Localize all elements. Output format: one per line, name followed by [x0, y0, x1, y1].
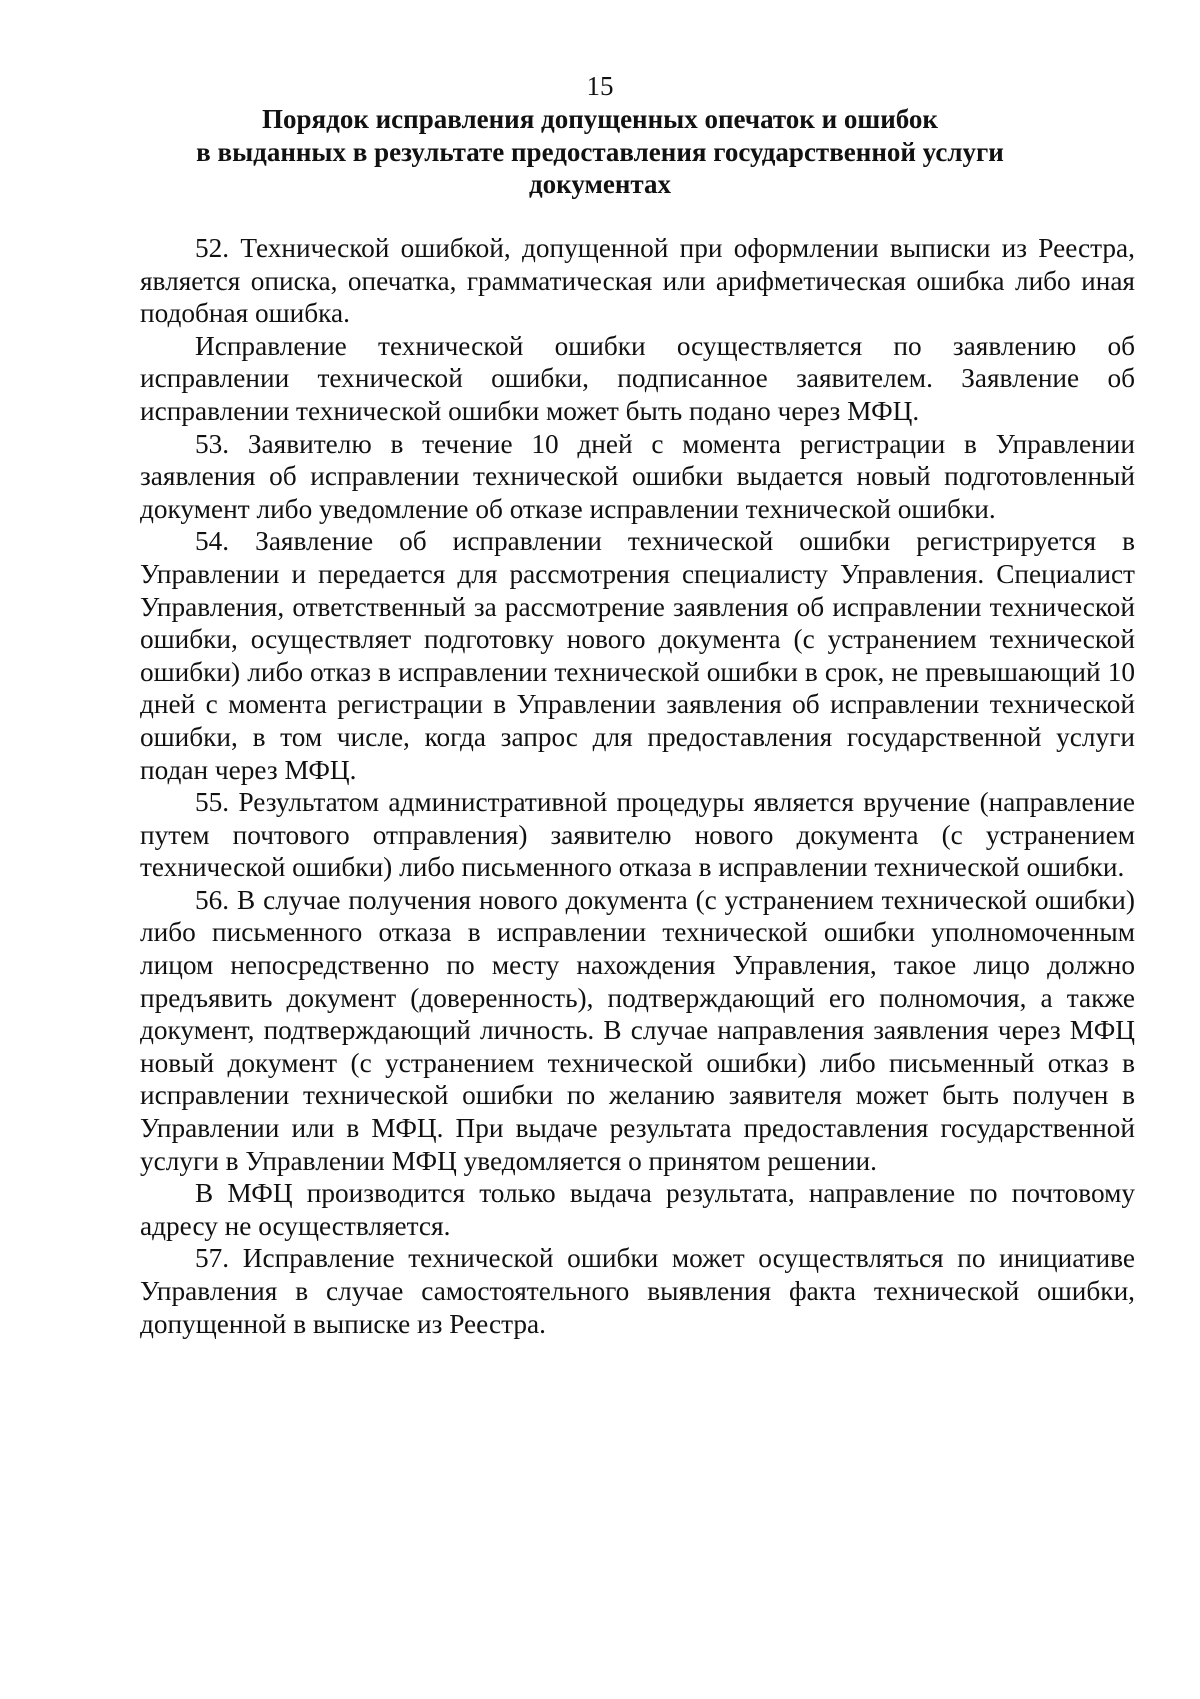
- paragraph-56-mfc: В МФЦ производится только выдача результата, направление по почтовому адресу не осуществляется.: [140, 1178, 1135, 1241]
- paragraph-57: 57. Исправление технической ошибки может осуществляться по инициативе Управления в случае самостоятельного выявления факта технической ошибки, допущенной в выписке из Реестра.: [140, 1243, 1135, 1339]
- paragraph-54: 54. Заявление об исправлении технической ошибки регистрируется в Управлении и передается для рассмотрения специалисту Управления. Специалист Управления, ответственный за рассмотрение заявления об исправлении технической ошибки, осуществляет подготовку нового документа (с устранением технической ошибки) либо отказ в исправлении технической ошибки в срок, не превышающий 10 дней с момента регистрации в Управлении заявления об исправлении технической ошибки, в том числе, когда запрос для предоставления государственной услуги подан через МФЦ.: [140, 526, 1135, 785]
- heading-line-2: в выданных в результате предоставления государственной услуги: [196, 136, 1004, 167]
- paragraph-53: 53. Заявителю в течение 10 дней с момента регистрации в Управлении заявления об исправлении технической ошибки выдается новый подготовленный документ либо уведомление об отказе исправлении технической ошибки.: [140, 428, 1135, 524]
- page-number: 15: [586, 71, 614, 101]
- paragraph-52: 52. Технической ошибкой, допущенной при оформлении выписки из Реестра, является описка, опечатка, грамматическая или арифметическая ошибка либо иная подобная ошибка.: [140, 233, 1135, 329]
- paragraph-55: 55. Результатом административной процедуры является вручение (направление путем почтового отправления) заявителю нового документа (с устранением технической ошибки) либо письменного отказа в исправлении технической ошибки.: [140, 787, 1135, 883]
- heading-line-3: документах: [528, 169, 671, 199]
- section-heading: [140, 103, 1060, 201]
- body-text: [140, 232, 1135, 1340]
- heading-line-1: Порядок исправления допущенных опечаток и ошибок: [262, 104, 938, 134]
- paragraph-52-correction: Исправление технической ошибки осуществляется по заявлению об исправлении технической ошибки, подписанное заявителем. Заявление об исправлении технической ошибки может быть подано через МФЦ.: [140, 330, 1135, 426]
- paragraph-56: 56. В случае получения нового документа (с устранением технической ошибки) либо письменного отказа в исправлении технической ошибки уполномоченным лицом непосредственно по месту нахождения Управления, такое лицо должно предъявить документ (доверенность), подтверждающий его полномочия, а также документ, подтверждающий личность. В случае направления заявления через МФЦ новый документ (с устранением технической ошибки) либо письменный отказ в исправлении технической ошибки по желанию заявителя может быть получен в Управлении или в МФЦ. При выдаче результата предоставления государственной услуги в Управлении МФЦ уведомляется о принятом решении.: [140, 884, 1135, 1176]
